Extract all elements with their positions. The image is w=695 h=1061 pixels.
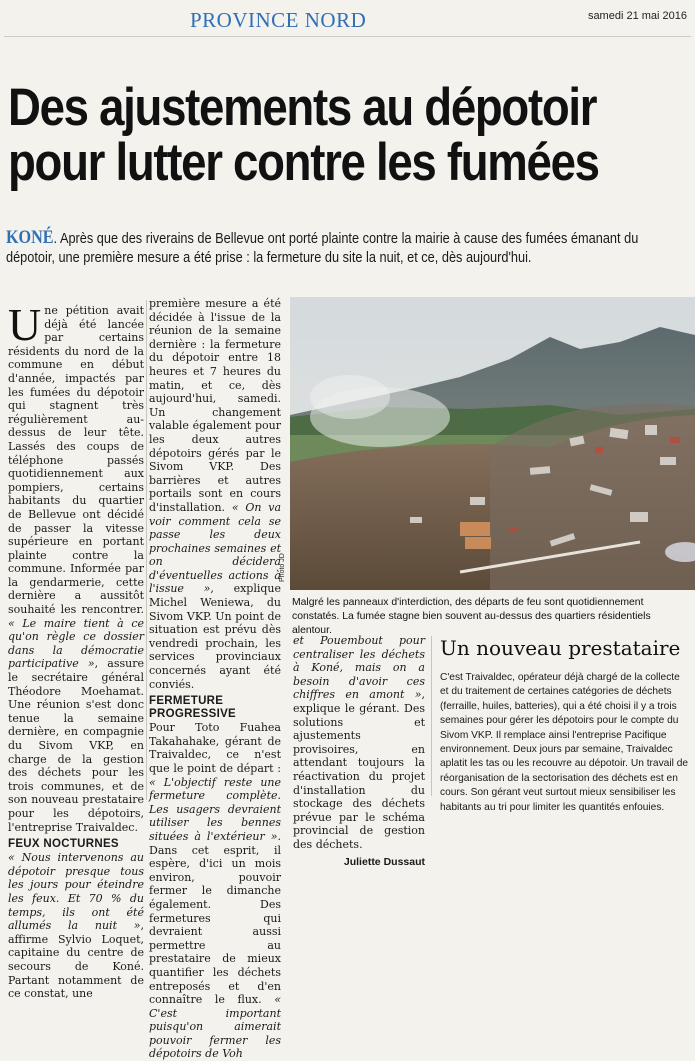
- issue-date: samedi 21 mai 2016: [587, 10, 687, 22]
- subhead-feux-nocturnes: FEUX NOCTURNES: [8, 838, 119, 851]
- dump-photo-illustration: [290, 297, 695, 590]
- byline: Juliette Dussaut: [343, 855, 425, 868]
- headline: [8, 78, 599, 192]
- col1-quote-1: « Le maire tient à ce qu'on règle ce dossier dans la démocratie participative »: [8, 616, 144, 671]
- photo-caption: Malgré les panneaux d'interdiction, des départs de feu sont quotidiennement constatés. La fumée stagne bien souvent au-dessus des quartiers résidentiels alentour.: [292, 597, 651, 636]
- col2-paragraph-2: , explique Michel Weniewa, du Sivom VKP. Un point de situation est prévu dès vendredi prochain, les services provinciaux concernés ayant été conviés.: [149, 582, 281, 691]
- headline-line-2: pour lutter contre les fumées: [8, 133, 599, 192]
- box-title: Un nouveau prestataire: [440, 636, 681, 660]
- col1-paragraph-1: ne pétition avait déjà été lancée par certains résidents du nord de la commune en début d'année, impactés par les fumées du dépotoir qui stagnent très régulièrement au-dessus de leur tête. Lassés des coups de téléphone passés quotidiennement aux pompiers, certains habitants du quartier de Bellevue ont décidé de passer la vitesse supérieure en portant plainte contre la commune. Informée par la gendarmerie, cette dernière a aussitôt souhaité les rencontrer.: [8, 304, 144, 617]
- col1-quote-2: « Nous intervenons au dépotoir presque tous les jours pour éteindre les feux. Et 70 % du temps, ils ont été allumés la nuit »: [8, 851, 144, 933]
- col3-quote-1: et Pouembout pour centraliser les déchets à Koné, mais on a besoin d'avoir ces chiffres en amont »: [293, 634, 425, 702]
- column-rule: [146, 300, 147, 800]
- article-column-3: [293, 634, 425, 869]
- article-column-2: [149, 297, 281, 1061]
- col2-paragraph-1: première mesure a été décidée à l'issue de la réunion de la semaine dernière : la fermeture du dépotoir entre 18 heures et 7 heures du matin, et ce, dès aujourd'hui, samedi. Un changement valable également pour les deux autres dépotoirs gérés par le Sivom VKP. Des barrières et autres portails sont en cours d'installation.: [149, 297, 281, 514]
- lead-paragraph: [6, 228, 686, 267]
- photo-credit: Photo JD: [279, 553, 286, 582]
- col2-paragraph-4: . Dans cet esprit, il espère, d'ici un mois environ, pouvoir fermer le dimanche également. Des fermetures qui devraient aussi permettre au prestataire de mieux quantifier les déchets entreposés et d'en connaître le flux.: [149, 829, 281, 1007]
- dump-photo: [290, 297, 695, 590]
- col2-quote-2: « L'objectif reste une fermeture complète. Les usagers devraient utiliser les bennes situées à l'extérieur »: [149, 775, 281, 843]
- col3-paragraph-1: , explique le gérant. Des solutions et ajustements provisoires, en attendant toujours la réactivation du projet d'installation du stockage des déchets prévue par le schéma provincial de gestion des déchets.: [293, 688, 425, 851]
- col2-quote-1: « On va voir comment cela se passe les deux prochaines semaines et on décidera d'éventuelles actions à l'issue »: [149, 500, 281, 596]
- header-divider: [4, 36, 691, 37]
- col2-paragraph-3: Pour Toto Fuahea Takahahake, gérant de Traivaldec, ce n'est que le point de départ :: [149, 721, 281, 775]
- lead-text: . Après que des riverains de Bellevue ont porté plainte contre la mairie à cause des fumées émanant du dépotoir, une première mesure a été prise : la fermeture du site la nuit, et ce, dès aujourd'hui.: [6, 230, 639, 266]
- article-column-1: [8, 299, 144, 1001]
- subhead-fermeture-progressive: FERMETURE PROGRESSIVE: [149, 695, 237, 721]
- col1-paragraph-3: , affirme Sylvio Loquet, capitaine du centre de secours de Koné. Partant notamment de ce constat, une: [8, 919, 144, 1001]
- box-rule: [431, 636, 432, 796]
- section-title: PROVINCE NORD: [190, 8, 367, 32]
- headline-line-1: Des ajustements au dépotoir: [8, 78, 597, 137]
- col1-paragraph-2: , assure le secrétaire général Théodore Moehamat. Une réunion s'est donc tenue la semaine dernière, en compagnie du Sivom VKP, en charge de la gestion des déchets pour les trois communes, et de son nouveau prestataire pour les dépotoirs, l'entreprise Traivaldec.: [8, 657, 144, 834]
- col2-quote-3: « C'est important puisqu'on aimerait pouvoir fermer les dépotoirs de Voh: [149, 993, 282, 1061]
- box-text: C'est Traivaldec, opérateur déjà chargé de la collecte et du traitement de certaines catégories de déchets (ferraille, huiles, batteries), qui a été choisi il y a trois semaines pour gérer les dépotoirs pour le compte du Sivom VKP. Il remplace ainsi l'entreprise Pacifique environnement. Deux jours par semaine, Traivaldec aplatit les tas ou les recouvre au dépotoir. Un travail de réorganisation de la sectorisation des déchets est en cours. Son gérant veut surtout mieux sensibiliser les habitants au tri pour limiter les quantités enfouies.: [440, 672, 689, 813]
- drop-cap: U: [8, 299, 42, 350]
- lead-place: KONÉ: [6, 227, 54, 248]
